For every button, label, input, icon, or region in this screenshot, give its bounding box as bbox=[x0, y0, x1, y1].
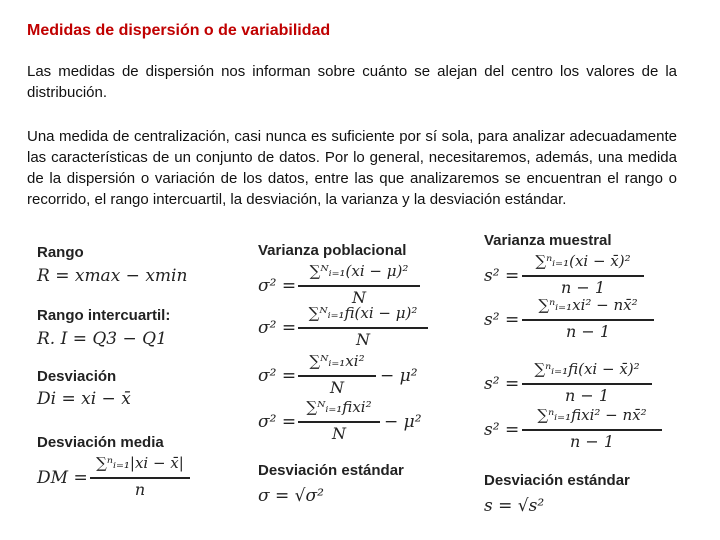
fraction-bar bbox=[298, 285, 420, 287]
rango-heading: Rango bbox=[37, 244, 84, 261]
var-pob-f4-fraction bbox=[298, 398, 380, 444]
var-mue-f1-lhs: s² = bbox=[484, 266, 520, 286]
var-pob-f2-numerator: ∑ᴺᵢ₌₁fi(xi − μ)² bbox=[308, 304, 418, 322]
var-pob-f3-lhs: σ² = bbox=[258, 366, 297, 386]
fraction-bar bbox=[298, 375, 376, 377]
rango-formula: R = xmax − xmin bbox=[37, 266, 188, 286]
desviacion-heading: Desviación bbox=[37, 368, 117, 385]
var-pob-f4-denominator: N bbox=[332, 424, 346, 443]
fraction-bar bbox=[522, 275, 644, 277]
desviacion-media-heading: Desviación media bbox=[37, 434, 164, 451]
var-mue-f3-lhs: s² = bbox=[484, 374, 520, 394]
rango-intercuartil-formula: R. I = Q3 − Q1 bbox=[37, 329, 167, 349]
desviacion-estandar-pob-formula: σ = √σ² bbox=[258, 486, 324, 506]
var-pob-f3-fraction bbox=[298, 352, 376, 398]
var-mue-f4-denominator: n − 1 bbox=[569, 432, 615, 451]
fraction-bar bbox=[298, 327, 428, 329]
var-mue-f4-lhs: s² = bbox=[484, 420, 520, 440]
var-mue-f4-numerator: ∑ⁿᵢ₌₁fixi² − nx̄² bbox=[537, 406, 647, 424]
desviacion-estandar-mue-heading: Desviación estándar bbox=[484, 472, 630, 489]
fraction-bar bbox=[298, 421, 380, 423]
page-title: Medidas de dispersión o de variabilidad bbox=[27, 22, 331, 39]
var-mue-f3-fraction bbox=[522, 360, 652, 406]
var-pob-f4-tail: − μ² bbox=[384, 412, 422, 432]
var-mue-f3-numerator: ∑ⁿᵢ₌₁fi(xi − x̄)² bbox=[534, 360, 640, 378]
desviacion-media-denominator: n bbox=[134, 480, 146, 499]
var-pob-f2-fraction bbox=[298, 304, 428, 350]
fraction-bar bbox=[522, 319, 654, 321]
desviacion-estandar-pob-heading: Desviación estándar bbox=[258, 462, 404, 479]
var-pob-f1-denominator: N bbox=[352, 288, 366, 307]
var-pob-f3-denominator: N bbox=[330, 378, 344, 397]
varianza-poblacional-heading: Varianza poblacional bbox=[258, 242, 407, 259]
var-pob-f1-numerator: ∑ᴺᵢ₌₁(xi − μ)² bbox=[309, 262, 409, 280]
var-mue-f2-numerator: ∑ⁿᵢ₌₁xi² − nx̄² bbox=[538, 296, 638, 314]
desviacion-media-fraction bbox=[90, 454, 190, 500]
var-pob-f1-lhs: σ² = bbox=[258, 276, 297, 296]
var-pob-f1-fraction bbox=[298, 262, 420, 308]
intro-paragraph: Las medidas de dispersión nos informan sobre cuánto se alejan del centro los valores de la distribución. bbox=[27, 63, 677, 101]
fraction-bar bbox=[522, 383, 652, 385]
var-mue-f4-fraction bbox=[522, 406, 662, 452]
fraction-bar bbox=[522, 429, 662, 431]
var-pob-f3-numerator: ∑ᴺᵢ₌₁xi² bbox=[309, 352, 365, 370]
rango-intercuartil-heading: Rango intercuartil: bbox=[37, 307, 171, 324]
var-mue-f3-denominator: n − 1 bbox=[564, 386, 610, 405]
varianza-muestral-heading: Varianza muestral bbox=[484, 232, 612, 249]
desviacion-media-numerator: ∑ⁿᵢ₌₁|xi − x̄| bbox=[96, 454, 184, 472]
body-paragraph: Una medida de centralización, casi nunca es suficiente por sí sola, para analizar adecuadamente las características de un conjunto de datos. Por lo general, necesitaremos, además, una medida de la dispersión o variación de los datos, entre las que analizaremos se encuentran el rango o recorrido, el rango intercuartil, la desviación, la varianza y la desviación estándar. bbox=[27, 128, 677, 208]
var-pob-f4-lhs: σ² = bbox=[258, 412, 297, 432]
desviacion-media-lhs: DM = bbox=[37, 468, 88, 488]
var-mue-f1-fraction bbox=[522, 252, 644, 298]
var-mue-f2-fraction bbox=[522, 296, 654, 342]
var-mue-f1-denominator: n − 1 bbox=[560, 278, 606, 297]
var-mue-f2-lhs: s² = bbox=[484, 310, 520, 330]
desviacion-formula: Di = xi − x̄ bbox=[37, 389, 131, 409]
desviacion-estandar-mue-formula: s = √s² bbox=[484, 496, 545, 516]
var-pob-f3-tail: − μ² bbox=[380, 366, 418, 386]
var-mue-f1-numerator: ∑ⁿᵢ₌₁(xi − x̄)² bbox=[535, 252, 631, 270]
fraction-bar bbox=[90, 477, 190, 479]
var-pob-f2-lhs: σ² = bbox=[258, 318, 297, 338]
var-pob-f2-denominator: N bbox=[356, 330, 370, 349]
var-mue-f2-denominator: n − 1 bbox=[565, 322, 611, 341]
var-pob-f4-numerator: ∑ᴺᵢ₌₁fixi² bbox=[306, 398, 372, 416]
